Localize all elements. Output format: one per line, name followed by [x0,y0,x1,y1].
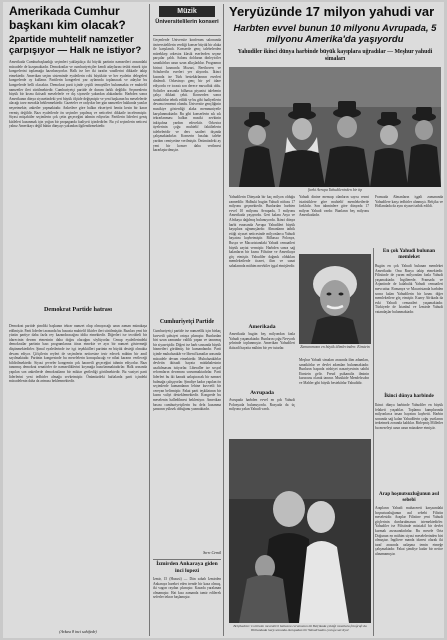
article-amerikada: Amerikada bugün beş milyondan fazla Yahudi yaşamaktadır. Bunların çoğu Nevyork şehrinde toplanmıştır. Amerikan Yahudileri iktisadi hayatta mühim bir yer tutarlar. [229,332,295,350]
section-heading-arap: Arap hoşnutsuzluğunun asıl sebebi [378,492,440,503]
deck-right: Yahudiler ikinci dünya harbinde büyük kayıplara uğradılar — Meşhur yahudi simaları [237,49,433,62]
einstein-portrait [299,254,371,344]
headline-left: Amerikada Cumhur başkanı kim olacak? [9,4,126,32]
music-section-label: Müzik [159,6,215,17]
article-right-col3-top: Fransada Almanların işgali zamanında Yahudilere karşı tedbirler alınmıştı. Belçika ve Hollandada da aynı siyaset tatbik edildi. [375,195,443,209]
article-right-col2b: Meşhur Yahudi simaları arasında ilim adamları, sanatkârlar ve devlet adamları bulunmaktadır. Bunların başında nisbiyet nazariyesinin sahibi Einstein gelir. Freud psikanaliz ilminin kurucusu olarak tanınır. Musikide Mendelssohn ve Mahler gibi büyük bestekârlar Yahudidir. [299,358,369,385]
article-arap: Arapların Yahudi muhacereti karşısındaki hoşnutsuzluğunun asıl sebebi Filistin meselesidir. Araplar Filistine yeni Yahudi göçlerinin durdurulmasını istemektedirler. Yahudiler ise Filistinde müstakil bir devlet kurmak arzusundadırlar. Bu mesele Orta Doğunun en mühim siyasi meselelerinden biri olmuştur. İngiltere manda idaresi olarak iki taraf arasında uzlaşma temin etmeğe çalışmaktadır. Fakat şimdiye kadar bir netice alınamamıştır. [375,506,443,556]
section-heading-left: Demokrat Partide hatrası [43,306,113,313]
section-heading-cumhuriyetci: Cumhuriyetçi Partide [159,319,215,325]
einstein-photo [299,254,371,344]
column-rule [223,4,224,636]
column-rule [373,248,374,636]
article-en-cok: Bugün en çok Yahudi bulunan memleket Amerikadır. Onu Rusya takip etmektedir. Filistinde de yarım milyondan fazla Yahudi yaşamaktadır. İngilterede, Fransada ve Arjantinde de kalabalık Yahudi cemaatleri mevcuttur. Romanya ve Macaristanda harbden sonra kalan Yahudilerin bir kısmı diğer memleketlere göç etmiştir. Kuzey Afrikada da eski Yahudi cemaatleri yaşamaktadır. Türkiyede de İstanbul ve İzmirde Yahudi vatandaşlar bulunmaktadır. [375,264,443,314]
article-right-col2: Yahudi dinine mensup olanların sayısı resmi istatistiklere göre muhtelif memleketlerde farklıdır. Son tahminlere göre dünyada 17 milyon Yahudi vardır. Bunların beş milyonu Amerikadadır. [299,195,369,218]
concert-title: Üniversitelilerin konseri [155,19,219,25]
bottom-photo-drawing [229,439,371,623]
group-photo-caption: Şarki Avrupa Yahudilerinden bir tip [307,188,363,192]
subheadline-right: Harbten evvel bunun 10 milyonu Avrupada, 5 milyonu Amerika'da yaşıyordu [233,23,437,45]
group-photo-drawing [229,67,441,187]
article-right-col1: Yahudilerin Dünyada bir kaç milyon olduğu zannedilir. Halbuki bugün Yahudi nüfusu 17 milyonu geçmektedir. Bunlardan harbten evvel 10 milyonu Avrupada, 5 milyonu Amerikada yaşıyordu. Geri kalanı Asya ve Afrikaya dağılmış bulunuyordu. İkinci dünya harbi esnasında Avrupa Yahudileri büyük kayıplara uğramışlardır. Almanların tatbik ettiği siyaset neticesinde milyonlarca Yahudi hayatını kaybetmiştir. Bilhassa Polonya, Rusya ve Macaristandaki Yahudi cemaatleri büyük zayiat vermiştir. Harbden sonra sağ kalanların bir kısmı Filistine ve Amerikaya göç etmiştir. Yahudiler dağınık oldukları memleketlerde ticaret, ilim ve sanat sahalarında mühim mevkiler işgal etmişlerdir. [229,195,295,268]
section-heading-avrupada: Avrupada [250,390,274,396]
article-body-left: Amerikada Cumhurbaşkanlığı seçimleri yaklaştıkça iki büyük partinin namzetleri arasındaki mücadele de kızışmaktadır. Demokratlar ve cumhuriyetçiler kendi adaylarını tesbit etmek için kongrelerini toplamağa hazırlanıyorlar. Halk ise her iki tarafın vaadlerini dikkatle takip etmektedir. Amerikan seçim sisteminde eyaletlerin rolü büyüktür ve her eyaletin delegeleri kongrelerde oy kullanır. Partilerin kongreleri yaz aylarında toplanacak ve adaylar bu kongrelerde belli olacaktır. Demokrat parti içinde çeşitli temayüller bulunmakta ve muhtelif namzetler ileri sürülmektedir. Cumhuriyetçi partide de durum farklı değildir. Seçmenlerin büyük bir kısmı iktisadi meselelerle ve dış siyasetle yakından alakadardır. Harbden sonra Amerikanın dünya siyasetindeki yeri büyük ölçüde değişmiştir ve yeni başkanın bu meselelerde alacağı tavır merakla beklenmektedir. Gazeteler ve radyolar her gün namzetler hakkında yazılar neşretmekte, anketler yapmaktadır. Anketlere göre halkın ekseriyeti henüz kesin bir karar vermiş değildir. Bazı eyaletlerde ön seçimler yapılmış ve neticeleri dikkatle incelenmiştir. Siyasi müşahitler seçimlerin çok çetin geçeceğini tahmin ediyorlar. Partilerin liderleri geniş kütleleri kazanmak için yoğun bir propaganda faaliyeti içindedirler. Bu yıl seçimlerin neticesi yalnız Amerikayı değil bütün dünyayı yakından ilgilendirmektedir. [9,60,147,129]
article-ikinci: İkinci dünya harbinde Yahudiler en büyük felaketi yaşadılar. Toplama kamplarında milyonlarca insan hayatını kaybetti. Harbin sonunda sağ kalan Yahudilerin çoğu yurtlarını terketmek zorunda kaldılar. Birleşmiş Milletler bu meseleyi uzun uzun müzakere etmiştir. [375,403,443,430]
newspaper-page [3,2,444,638]
divider [153,35,221,36]
izmir-article: İzmir, 15 (Hususi) — Dün sabah İzmirden Ankaraya hareket eden trende bir kaza olmuş, iki vagon raydan çıkmıştır. Kazada yaralanan olmamıştır. Hat kısa zamanda tamir edilerek seferler tekrar başlamıştır. [153,577,221,600]
article-avrupada: Avrupada harbden evvel en çok Yahudi Polonyada bulunuyordu. Rusyada da üç milyona yakın Yahudi vardı. [229,398,295,412]
article-body-left-2: Demokrat partide şimdiki başkanın tekrar namzet olup olmayacağı uzun zaman münakaşa edilmiştir. Parti liderleri arasında bu hususta muhtelif fikirler ileri sürülmüştür. Bazıları yeni bir yüzün partiye daha fazla rey kazandıracağını iddia etmektedir. Diğerleri ise tecrübeli bir idarecinin devam etmesinin daha doğru olacağını söylüyorlar. Cenup eyaletlerindeki demokratlar partinin bazı programlarına itiraz etmekte ve ayrı bir namzet göstermeği düşünmektedirler. Şimal eyaletlerinde ise işçi teşekkülleri partinin en büyük desteği olmakta devam ediyor. Çiftçilerin reyleri de seçimlerin neticesine tesir edecek mühim bir amil sayılmaktadır. Partinin kongresinde bu meselelerin konuşulacağı ve nihai kararın verileceği bildirilmektedir. Siyasi çevreler kongrenin çok hararetli geçeceğini tahmin ediyorlar. Bazı tanınmış demokrat senatörler de namzetliklerini koymağa hazırlanmaktadırlar. Halk arasında yapılan son anketlerde demokratların bir miktar gerilediği görülmektedir. Bu vaziyet parti liderlerini yeni tedbirler almağa sevketmiştir. Önümüzdeki haftalarda parti içindeki mücadelenin daha da artması beklenmektedir. [9,324,147,384]
section-heading-izmir: İzmirden Ankaraya giden inci lopezi [156,561,218,574]
group-photo [229,67,441,187]
music-article: Geçenlerde Üniversite konferans salonunda üniversitelilerin verdiği konser büyük bir alaka ile karşılandı. Konserde genç talebelerden mürekkep orkestra klasik eserlerden seçme parçalar çaldı. Salonu dolduran dinleyiciler sanatkârları uzun uzun alkışladılar. Programın birinci kısmında Mozart, Beethoven ve Schubert'in eserleri yer alıyordu. İkinci kısımda ise Türk bestekârlarının eserleri dinlendi. Orkestrayı genç bir şef idare ediyordu ve icraatı son derece muvaffak oldu. Solistler arasında bilhassa piyanist talebenin çalışı dikkati çekti. Konserden sonra sanatkârlar tebrik edildi ve bu gibi faaliyetlerin devamı temenni olundu. Üniversite gençliğinin musikiye gösterdiği alaka memnuniyetle karşılanmaktadır. Bu gibi konserlerin sık sık tekrarlanması halkın musiki zevkinin inkişafına yardım edecektir. Orkestra üyelerinin çoğu muhtelif fakültelerin talebeleridir ve ders saatleri dışında çalışmaktadırlar. Konserin hasılatı talebe yardım cemiyetine verilmiştir. Önümüzdeki ay yeni bir konser daha verilmesi kararlaştırılmıştır. [153,38,221,153]
continued-note: (Arkası 8 inci sahifede) [59,629,97,634]
einstein-caption: Zamanımızın en büyük âlimlerinden: Einstein [300,345,370,349]
headline-right: Yeryüzünde 17 milyon yahudi var [229,4,435,19]
section-heading-ikinci: İkinci dünya harbinde [384,393,434,399]
subheadline-left: 2partide muhtelif namzetler çarpışıyor — Halk ne istiyor? [9,34,142,56]
bottom-photo-caption: Belçikalılar: Lutitraim mevzulleri babasını cerumunun iki Belçikada çektiği rasatlara fotoğrafı da Hollandada harp sonunda Avrupadan bir Yahudi kadın çocuğu sarılıyor [233,624,367,632]
column-rule [149,4,150,636]
cumhuriyetci-article: Cumhuriyetçi partide ise namzetlik için birkaç kuvvetli şahsiyet ortaya çıkmıştır. Bunlardan biri uzun zamandır valilik yapan ve tanınmış bir siyasetçidir. Diğeri ise harb sırasında büyük hizmetleri görülmüş bir kumandandır. Parti içinde muhafazakâr ve liberal kanatlar arasında mücadele devam etmektedir. Muhafazakârlar devletin iktisadi hayata müdahalesinin azaltılmasını istiyorlar. Liberaller ise sosyal reformların devamını savunmaktadırlar. Parti liderleri bu iki kanadı uzlaştıracak bir namzet bulmağa çalışıyorlar. Şimdiye kadar yapılan ön seçimlerde kumandanın lehine kuvvetli bir cereyan belirmiştir. Fakat parti teşkilatının bir kısmı valiyi desteklemektedir. Kongrede bu meselenin halledilmesi bekleniyor. Amerikan basını cumhuriyetçilerin bu defa kazanma şansının yüksek olduğunu yazmaktadır. [153,329,221,412]
bottom-photo [229,439,371,623]
author-signature: Sırrı Cemil [203,550,221,555]
divider [153,559,221,560]
section-heading-en-cok: En çok Yahudi bulunan memleket [382,248,436,261]
section-heading-amerikada: Amerikada [248,324,276,330]
